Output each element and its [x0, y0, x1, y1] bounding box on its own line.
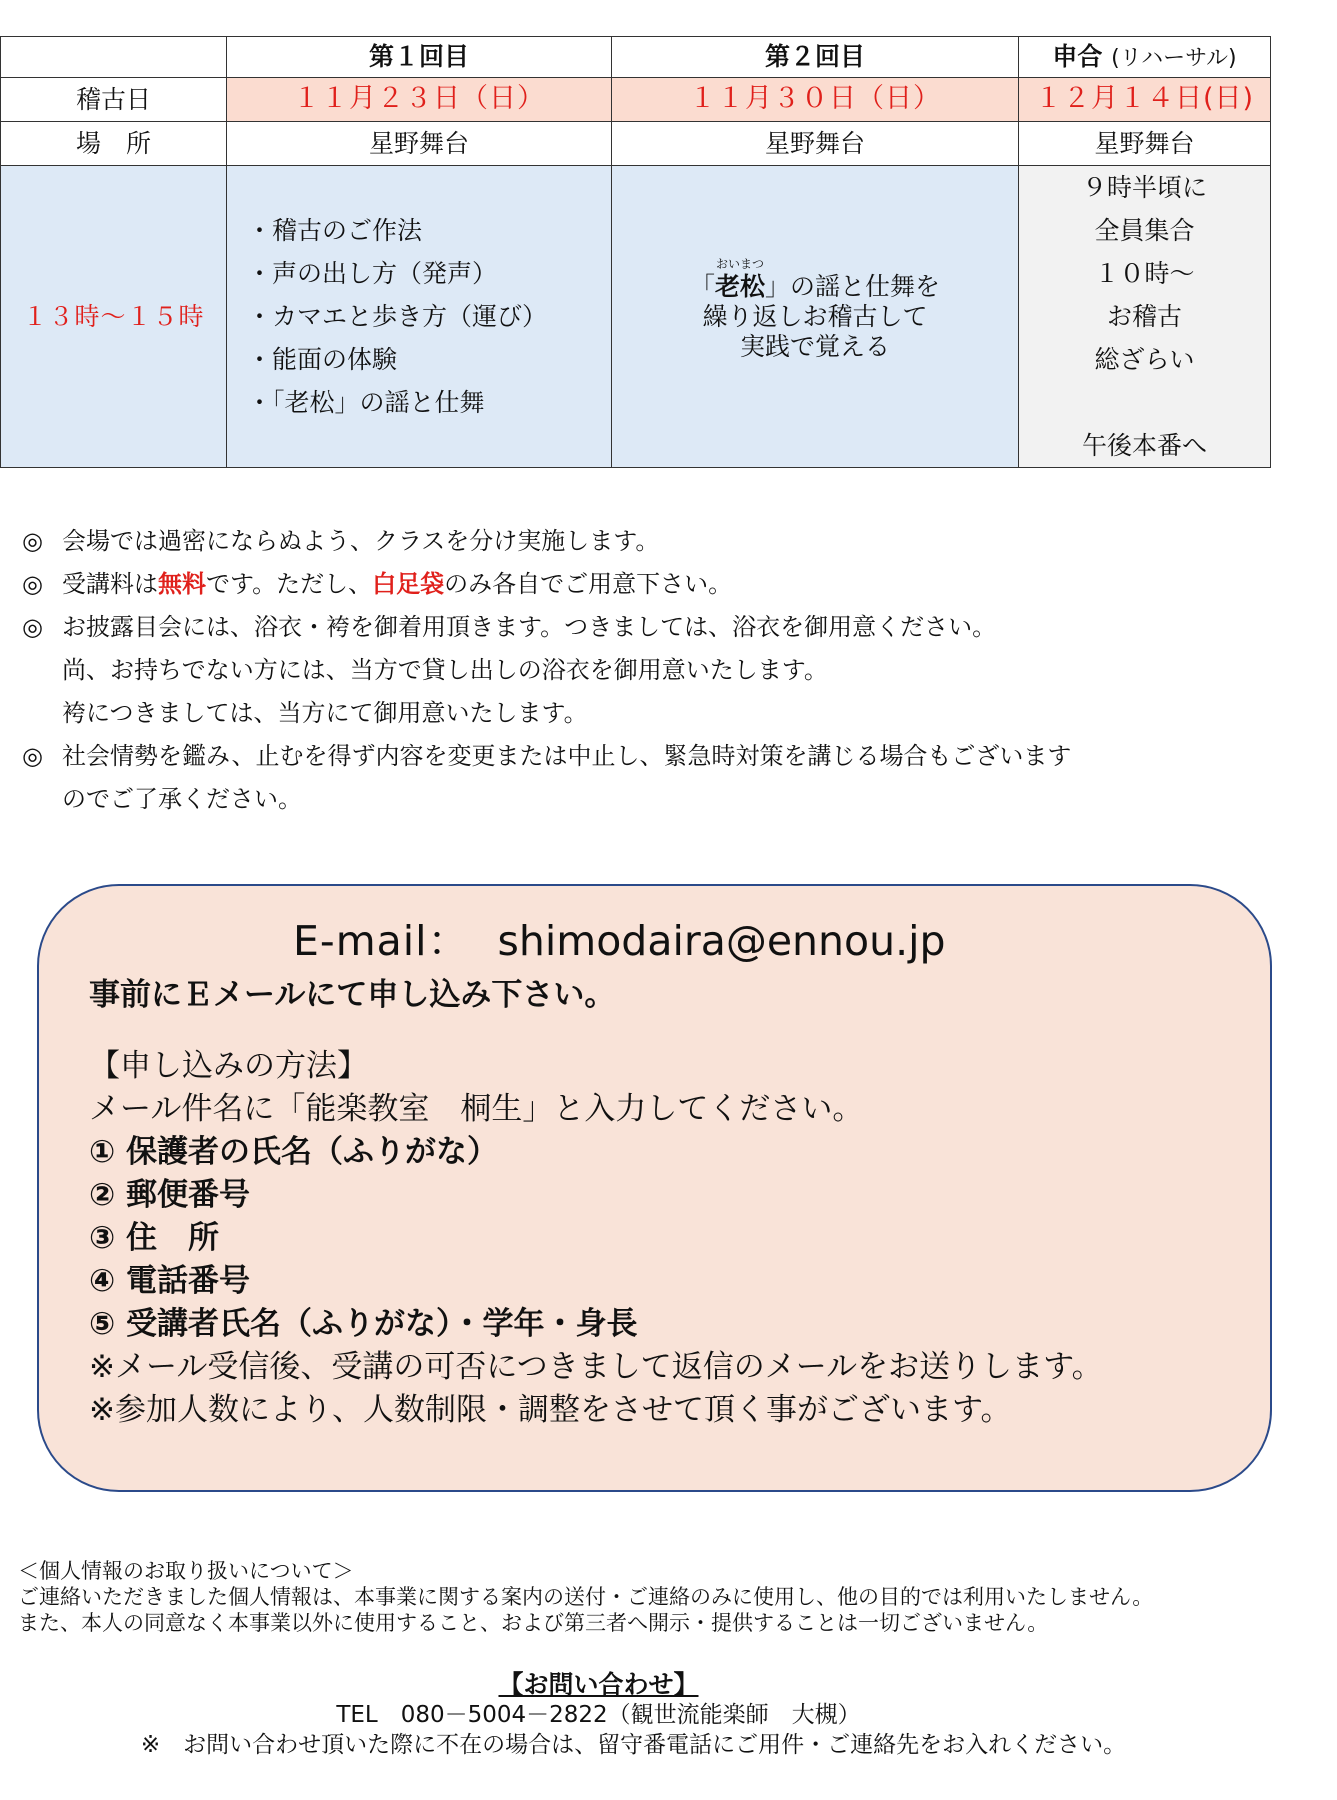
note-text	[62, 606, 1322, 735]
note-yukata-cont1: 尚、お持ちでない方には、当方で貸し出しの浴衣を御用意いたします。	[62, 656, 828, 684]
table-row-content	[1, 166, 1271, 468]
list-item: ・「老松」の謡と仕舞	[247, 388, 485, 417]
list-item: ① 保護者の氏名（ふりがな）	[89, 1134, 499, 1170]
application-instructions	[89, 974, 1239, 1432]
note-yukata: お披露目会には、浴衣・袴を御着用頂きます。つきましては、浴衣を御用意ください。	[62, 613, 997, 641]
rehearsal-line: ９時半頃に	[1081, 173, 1207, 202]
list-item: ・声の出し方（発声）	[247, 259, 498, 288]
list-item: ・能面の体験	[247, 345, 398, 374]
oimatsu-word	[714, 256, 765, 302]
privacy-title: ＜個人情報のお取り扱いについて＞	[18, 1559, 354, 1583]
double-circle-icon: ◎	[22, 742, 43, 770]
date-first: １１月２３日（日）	[227, 78, 612, 122]
privacy-section	[18, 1558, 1153, 1636]
application-box	[37, 884, 1272, 1492]
note-text: 会場では過密にならぬよう、クラスを分け実施します。	[62, 527, 660, 555]
list-item: ・稽古のご作法	[247, 216, 423, 245]
note-fee-text-3: のみ各自でご用意下さい。	[444, 570, 733, 598]
second-line-1	[612, 256, 1018, 302]
header-rehearsal	[1019, 37, 1271, 78]
privacy-line: また、本人の同意なく本事業以外に使用すること、および第三者へ開示・提供することは一切ございません。	[18, 1611, 1049, 1635]
contact-absent-note: ※ お問い合わせ頂いた際に不在の場合は、留守番電話にご用件・ご連絡先をお入れください。	[140, 1732, 1127, 1758]
list-item: ・カマエと歩き方（運び）	[247, 302, 548, 331]
place-first: 星野舞台	[227, 122, 612, 166]
date-second: １１月３０日（日）	[612, 78, 1019, 122]
header-empty-cell	[1, 37, 227, 78]
rehearsal-line: 総ざらい	[1094, 345, 1195, 374]
quote-open: 「	[689, 271, 715, 301]
apply-footnote: ※メール受信後、受講の可否につきまして返信のメールをお送りします。	[89, 1349, 1103, 1385]
place-label: 場 所	[1, 122, 227, 166]
rehearsal-line	[1019, 381, 1270, 424]
list-item: ④ 電話番号	[89, 1263, 251, 1299]
date-label: 稽古日	[1, 78, 227, 122]
header-second-session: 第２回目	[612, 37, 1019, 78]
note-fee-text: 受講料は	[62, 570, 158, 598]
note-change-cont: のでご了承ください。	[62, 785, 302, 813]
second-line-2: 繰り返しお稽古して	[702, 301, 928, 331]
email-address-link[interactable]: shimodaira@ennou.jp	[497, 917, 946, 965]
apply-footnote: ※参加人数により、人数制限・調整をさせて頂く事がございます。	[89, 1392, 1012, 1428]
list-item: ② 郵便番号	[89, 1177, 251, 1213]
table-row-place	[1, 122, 1271, 166]
free-highlight: 無料	[158, 570, 206, 598]
oimatsu-reading: おいまつ	[715, 256, 764, 271]
note-item	[22, 563, 1322, 606]
rehearsal-line: 午後本番へ	[1081, 431, 1207, 460]
note-item	[22, 520, 1322, 563]
list-item: ⑤ 受講者氏名（ふりがな）・学年・身長	[89, 1306, 638, 1342]
place-second: 星野舞台	[612, 122, 1019, 166]
apply-intro: 事前にＥメールにて申し込み下さい。	[89, 977, 616, 1013]
list-item: ③ 住 所	[89, 1220, 220, 1256]
header-rehearsal-note: (リハーサル)	[1111, 45, 1237, 71]
privacy-line: ご連絡いただきました個人情報は、本事業に関する案内の送付・ご連絡のみに使用し、他の目的では利用いたしません。	[18, 1585, 1154, 1609]
table-header-row	[1, 37, 1271, 78]
notes-section	[22, 520, 1322, 821]
rehearsal-line: １０時〜	[1094, 259, 1195, 288]
double-circle-icon: ◎	[22, 570, 43, 598]
note-text	[62, 735, 1322, 821]
email-label: E-mail：	[293, 917, 470, 965]
note-fee-text-2: です。ただし、	[206, 570, 373, 598]
oimatsu-text: 老松	[714, 271, 765, 301]
header-rehearsal-title: 申合	[1052, 41, 1103, 71]
contact-section	[0, 1670, 1337, 1760]
first-session-list	[227, 209, 611, 424]
header-first-session: 第１回目	[227, 37, 612, 78]
tabi-highlight: 白足袋	[372, 570, 445, 598]
note-text	[62, 563, 1322, 606]
second-line-1-rest: 」の謡と仕舞を	[765, 271, 941, 301]
schedule-table	[0, 36, 1271, 468]
second-session-content	[612, 166, 1019, 468]
second-line-3: 実践で覚える	[739, 331, 890, 361]
note-change: 社会情勢を鑑み、止むを得ず内容を変更または中止し、緊急時対策を講じる場合もございます	[62, 742, 1072, 770]
rehearsal-line: 全員集合	[1094, 216, 1195, 245]
note-yukata-cont2: 袴につきましては、当方にて御用意いたします。	[62, 699, 588, 727]
note-item	[22, 606, 1322, 735]
subject-line: メール件名に「能楽教室 桐生」と入力してください。	[89, 1091, 864, 1127]
double-circle-icon: ◎	[22, 613, 43, 641]
contact-tel: TEL 080－5004－2822（観世流能楽師 大槻）	[336, 1702, 861, 1728]
place-rehearsal: 星野舞台	[1019, 122, 1271, 166]
method-title: 【申し込みの方法】	[89, 1048, 368, 1084]
time-cell: １３時〜１５時	[1, 166, 227, 468]
note-item	[22, 735, 1322, 821]
table-row-date	[1, 78, 1271, 122]
email-line	[293, 908, 946, 967]
rehearsal-line: お稽古	[1106, 302, 1182, 331]
double-circle-icon: ◎	[22, 527, 43, 555]
rehearsal-content	[1019, 166, 1271, 468]
contact-title: 【お問い合わせ】	[498, 1670, 699, 1699]
date-rehearsal: １２月１４日(日)	[1019, 78, 1271, 122]
first-session-content	[227, 166, 612, 468]
